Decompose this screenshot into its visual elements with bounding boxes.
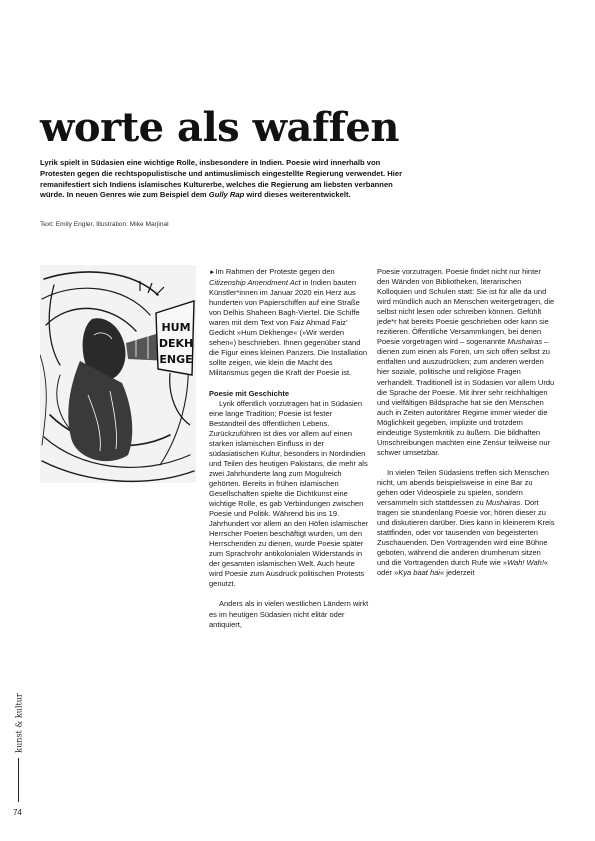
paragraph: [209, 267, 369, 379]
section-rule: [18, 758, 19, 802]
article-column-2: [377, 267, 555, 578]
paragraph-text: . Dort tragen sie stundenlang Poesie vor, hören dieser zu und diskutieren darüber. Dies kann in kleinerem Kreis stattfinden, oder vor tausenden von begeisterten Zuschauenden. Den Vortragenden wird eine Bühne geboten, während die anderen drumherum sitzen und die Vortragenden durch Rufe wie »: [377, 498, 555, 568]
term-mushairas: Mushairas: [485, 498, 521, 508]
paragraph-text: Im Rahmen der Proteste gegen den: [215, 267, 335, 276]
lead-text: Lyrik spielt in Südasien eine wichtige Rolle, insbesondere in Indien. Poesie wird innerhalb von Protesten gegen die rechtspopulistische und antimuslimisch eingestellte Regierung verwendet. Hier remanifestiert sich Indiens islamisches Kulturerbe, welches die Regierung am liebsten verbannen würde. In neuen Genres wie zum Beispiel dem: [40, 158, 403, 200]
act-name: Citizenship Amendment Act: [209, 278, 301, 288]
paragraph-text: Poesie vorzutragen. Poesie findet nicht nur hinter den Wänden von Bibliotheken, literarischen Kolloquien und Schulen statt: Sie ist für alle da und wird mündlich auch an Menschen weitergetragen, die selbst nicht lesen oder schreiben können. Gefühlt jede*r hat bereits Poesie geschrieben oder kann sie rezitieren. Öffentliche Versammlungen, bei denen Poesie vorgetragen wird – sogenannte: [377, 267, 555, 347]
paragraph: [377, 267, 555, 458]
paragraph: [377, 468, 555, 579]
section-subheading: Poesie mit Geschichte: [209, 388, 290, 398]
protest-illustration: [40, 265, 196, 483]
sign-line-1: HUM: [161, 321, 191, 334]
author-credit: Text: Emily Engler, Illustration: Mike Marjinal: [40, 221, 169, 228]
section-label-text: kunst & kultur: [14, 693, 24, 753]
paragraph-text: in Indien bauten Künstler*innen im Januar 2020 ein Herz aus hunderten von Papierschiffen auf eine Straße von Delhis Shaheen Bagh-Viertel. Die Schiffe waren mit dem Text von Faiz Ahmad Faiz’ Gedicht »Hum Dekhenge« (»Wir werden sehen«) beschrieben. Ihnen gegenüber stand die Figur eines kleinen Panzers. Die Installation sollte zeigen, wie klein die Macht des Militarismus gegen die Kraft der Poesie ist.: [209, 278, 368, 378]
paragraph-text: « oder »: [377, 558, 549, 578]
article-lead: [40, 158, 412, 201]
paragraph: Anders als in vielen westlichen Ländern wirkt es im heutigen Südasien nicht elitär oder antiquiert,: [209, 599, 369, 629]
lead-text-end: wird dieses weiterentwickelt.: [244, 190, 351, 200]
sign-line-3: ENGE: [159, 353, 193, 366]
article-start-marker: ►: [209, 269, 216, 276]
paragraph-text: In vielen Teilen Südasiens treffen sich Menschen nicht, um abends beispielsweise in eine Bar zu gehen oder Videospiele zu spielen, sondern versammeln sich stattdessen zu: [377, 467, 549, 508]
paragraph: Lyrik öffentlich vorzutragen hat in Südasien eine lange Tradition; Poesie ist fester Bestandteil des öffentlichen Lebens. Zurückzuführen ist dies vor allem auf einen starken islamischen Einfluss in der südasiatischen Kultur, besonders in Nordindien und Teilen des heutigen Pakistans, die mehr als zwei Jahrhunderte lang zum Mogulreich gehörten. Bereits in frühen islamischen Gesellschaften spielte die Dichtkunst eine wichtige Rolle, es gab Verbindungen zwischen Poesie und Politik. Während bis ins 19. Jahrhundert vor allem an den Höfen islamischer Herrscher Poeten beschäftigt wurden, um den Herrschenden zu dienen, wurde Poesie später zum Sprachrohr antikolonialen Widerstands in der gesamten islamischen Welt. Auch heute wird Poesie zum Ausdruck politischen Protests genutzt.: [209, 398, 369, 589]
sign-line-2: DEKH: [158, 337, 194, 350]
call-kya-baat-hai: Kya baat hai: [398, 568, 440, 578]
article-title: worte als waffen: [40, 104, 399, 151]
paragraph-text: – dienen zum einen als Foren, um sich offen selbst zu entfalten und auszudrücken; zum anderen werden hier soziale, politische und religiöse Fragen verhandelt. Traditionell ist in Südasien vor allem Urdu die Sprache der Poesie. Mit ihrer sehr reichhaltigen und vielfältigen Bildsprache hat sie den Menschen auch in Zeiten autoritärer Regime immer wieder die Möglichkeit gegeben, implizite und trotzdem eindeutige Systemkritik zu äußern. Die bildhaften Umschreibungen machten eine Zensur teilweise nur schwer umsetzbar.: [377, 337, 555, 457]
section-label: [13, 692, 25, 754]
article-column-1: [209, 267, 369, 630]
paragraph-text: « jederzeit: [439, 568, 475, 578]
call-wah: Wah! Wah!: [507, 558, 544, 568]
page-number: 74: [13, 808, 22, 817]
term-mushairas: Mushairas: [507, 337, 543, 347]
lead-genre-name: Gully Rap: [208, 190, 245, 200]
